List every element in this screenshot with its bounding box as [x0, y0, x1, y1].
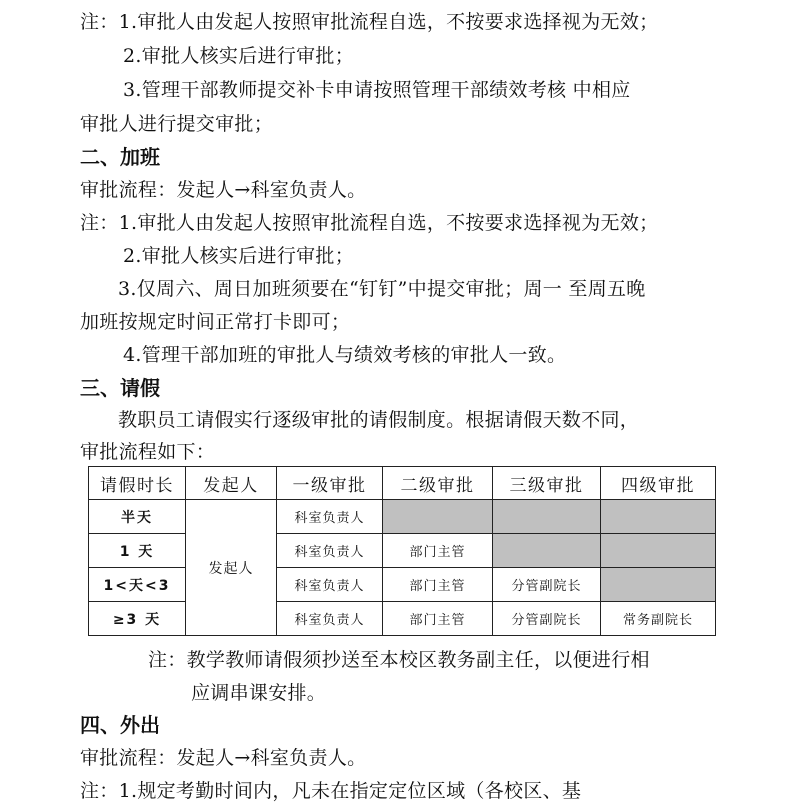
header-level4: 四级审批: [601, 467, 716, 500]
outing-flow: 审批流程：发起人→科室负责人。: [80, 747, 367, 769]
note-line-4: 审批人进行提交审批；: [80, 113, 274, 135]
note-line-2: 2.审批人核实后进行审批；: [123, 45, 355, 67]
level2-cell: 部门主管: [383, 602, 493, 636]
section-heading-leave: 三、请假: [80, 376, 160, 400]
empty-cell: [601, 568, 716, 602]
table-row: [89, 568, 716, 602]
outing-note-1: 注：1.规定考勤时间内，凡未在指定定位区域（各校区、基: [80, 780, 582, 802]
overtime-note-3-cont: 加班按规定时间正常打卡即可；: [80, 311, 351, 333]
level4-cell: 常务副院长: [601, 602, 716, 636]
leave-note-2: 应调串课安排。: [191, 682, 327, 704]
table-header-row: [89, 467, 716, 500]
empty-cell: [493, 534, 601, 568]
leave-intro: 教职员工请假实行逐级审批的请假制度。根据请假天数不同，: [118, 409, 640, 431]
header-duration: 请假时长: [89, 467, 186, 500]
section-heading-outing: 四、外出: [80, 713, 160, 737]
duration-cell: 1 天: [89, 534, 186, 568]
table-row: [89, 602, 716, 636]
leave-note-1: 注：教学教师请假须抄送至本校区教务副主任，以便进行相: [148, 649, 650, 671]
section-heading-overtime: 二、加班: [80, 145, 160, 169]
header-level1: 一级审批: [277, 467, 383, 500]
duration-cell: 半天: [89, 500, 186, 534]
level3-cell: 分管副院长: [493, 568, 601, 602]
overtime-note-1: 注：1.审批人由发起人按照审批流程自选，不按要求选择视为无效；: [80, 212, 659, 234]
initiator-cell: 发起人: [186, 500, 277, 636]
duration-cell: ≥3 天: [89, 602, 186, 636]
header-level2: 二级审批: [383, 467, 493, 500]
empty-cell: [601, 500, 716, 534]
level1-cell: 科室负责人: [277, 534, 383, 568]
empty-cell: [383, 500, 493, 534]
overtime-flow: 审批流程：发起人→科室负责人。: [80, 179, 367, 201]
level2-cell: 部门主管: [383, 534, 493, 568]
header-initiator: 发起人: [186, 467, 277, 500]
leave-intro-cont: 审批流程如下：: [80, 441, 216, 463]
table-row: [89, 500, 716, 534]
note-line-1: 注：1.审批人由发起人按照审批流程自选，不按要求选择视为无效；: [80, 11, 659, 33]
level2-cell: 部门主管: [383, 568, 493, 602]
overtime-note-3: 3.仅周六、周日加班须要在“钉钉”中提交审批；周一 至周五晚: [118, 278, 646, 300]
level3-cell: 分管副院长: [493, 602, 601, 636]
header-level3: 三级审批: [493, 467, 601, 500]
table-row: [89, 534, 716, 568]
empty-cell: [601, 534, 716, 568]
leave-approval-table: [88, 466, 716, 636]
note-line-3: 3.管理干部教师提交补卡申请按照管理干部绩效考核 中相应: [123, 79, 631, 101]
level1-cell: 科室负责人: [277, 602, 383, 636]
duration-cell: 1<天<3: [89, 568, 186, 602]
overtime-note-4: 4.管理干部加班的审批人与绩效考核的审批人一致。: [123, 344, 567, 366]
level1-cell: 科室负责人: [277, 500, 383, 534]
level1-cell: 科室负责人: [277, 568, 383, 602]
empty-cell: [493, 500, 601, 534]
overtime-note-2: 2.审批人核实后进行审批；: [123, 245, 355, 267]
